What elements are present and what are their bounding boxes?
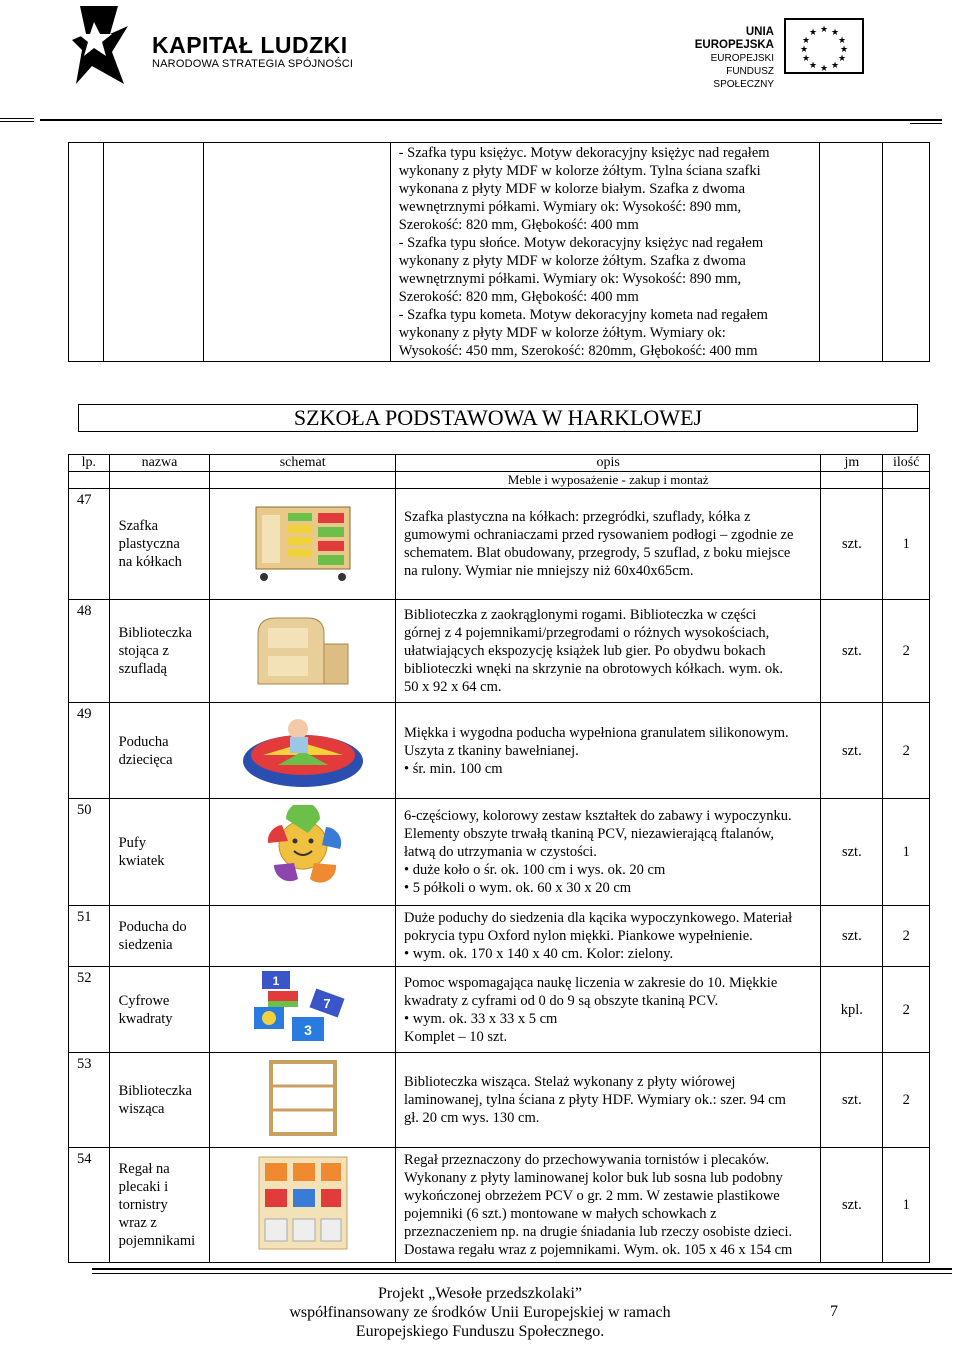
description-line: • wym. ok. 170 x 140 x 40 cm. Kolor: zielony. (404, 946, 674, 962)
item-name-line: dziecięca (118, 751, 173, 768)
item-unit: kpl. (821, 967, 883, 1053)
item-picture (210, 600, 396, 703)
footer-line3: Europejskiego Funduszu Społecznego. (355, 1323, 605, 1340)
description-line: kwadraty z cyframi od 0 do 9 są obszyte tkaniną PCV. (404, 992, 719, 1009)
description-line: 6-częściowy, kolorowy zestaw kształtek do zabawy i wypoczynku. (404, 808, 792, 824)
description-line: gumowymi ochraniaczami przed rysowaniem podłogi – zgodnie ze (404, 527, 794, 543)
footer-line1: Projekt „Wesołe przedszkolaki” (378, 1285, 582, 1302)
continuation-description (390, 143, 820, 362)
equipment-table (68, 454, 930, 1263)
description-line: • duże koło o śr. ok. 100 cm i wys. ok. 20 cm (404, 862, 666, 878)
page-number: 7 (830, 1303, 838, 1320)
svg-text:1: 1 (272, 974, 279, 988)
item-name-line: pojemnikami (118, 1233, 196, 1249)
description-line: Komplet – 10 szt. (404, 1028, 508, 1045)
item-unit: szt. (821, 1148, 883, 1263)
description-line: - Szafka typu słońce. Motyw dekoracyjny księżyc nad regałem (398, 235, 764, 251)
item-description (396, 600, 821, 703)
ue-line2: EUROPEJSKI (710, 53, 774, 64)
svg-text:★: ★ (801, 53, 811, 63)
item-name-line: Poducha (118, 733, 169, 750)
header-rule-left (0, 118, 34, 119)
svg-text:★: ★ (808, 60, 818, 70)
description-line: wewnętrznymi półkami. Wymiary ok: Wysokość: 890 mm, (398, 271, 742, 287)
table-row (69, 906, 930, 967)
item-unit: szt. (821, 1053, 883, 1148)
col-opis: opis (396, 455, 821, 472)
table-row (69, 143, 930, 362)
item-unit: szt. (821, 600, 883, 703)
item-unit: szt. (821, 799, 883, 906)
svg-text:★: ★ (808, 27, 818, 37)
description-line: • 5 półkoli o wym. ok. 60 x 30 x 20 cm (404, 880, 632, 896)
description-line: - Szafka typu księżyc. Motyw dekoracyjny księżyc nad regałem (398, 145, 770, 161)
description-line: biblioteczki wnęki na skrzynie na obrotowych kółkach. wym. ok. (404, 661, 783, 677)
item-name (109, 799, 210, 906)
item-name-line: kwadraty (118, 1010, 173, 1027)
description-line: przeznaczeniem np. na drugie śniadania lub rzeczy osobiste dzieci. (404, 1224, 793, 1240)
item-picture (210, 799, 396, 906)
description-line: pokrycia typu Oxford nylon miękki. Piankowe wypełnienie. (404, 928, 753, 944)
item-name-line: Biblioteczka (118, 625, 192, 641)
description-line: Biblioteczka z zaokrąglonymi rogami. Biblioteczka w części (404, 607, 757, 623)
item-name (109, 967, 210, 1053)
description-line: wykończonej obrzeżem PCV o gr. 2 mm. W zestawie plastikowe (404, 1188, 780, 1204)
item-name-line: plecaki i (118, 1179, 169, 1195)
item-picture (210, 489, 396, 600)
item-number: 50 (69, 799, 110, 906)
item-description (396, 906, 821, 967)
item-name-line: Cyfrowe (118, 992, 170, 1009)
ue-line1: UNIA EUROPEJSKA (694, 26, 774, 51)
eu-flag-icon (784, 18, 864, 74)
item-quantity: 2 (883, 600, 930, 703)
description-line: - Szafka typu kometa. Motyw dekoracyjny kometa nad regałem (398, 307, 768, 323)
table-row (69, 489, 930, 600)
item-name-line: Poducha do (118, 919, 187, 935)
description-line: wykonana z płyty MDF w kolorze białym. Szafka z dwoma (398, 181, 746, 197)
item-quantity: 2 (883, 703, 930, 799)
description-line: Szerokość: 820 mm, Głębokość: 400 mm (398, 217, 639, 233)
table-row (69, 1148, 930, 1263)
item-number: 51 (69, 906, 110, 967)
item-name-line: plastyczna (118, 536, 180, 552)
header-rule-left-2 (0, 121, 34, 122)
description-line: Regał przeznaczony do przechowywania tornistów i plecaków. (404, 1152, 770, 1168)
description-line: laminowanej, tylna ściana z płyty HDF. Wymiary ok.: szer. 94 cm (404, 1092, 786, 1108)
item-name (109, 1053, 210, 1148)
item-number: 48 (69, 600, 110, 703)
item-name-line: na kółkach (118, 554, 182, 570)
description-line: gł. 20 cm wys. 130 cm. (404, 1110, 540, 1126)
description-line: wykonany z płyty MDF w kolorze żółtym. Szafka z dwoma (398, 253, 746, 269)
description-line: Duże poduchy do siedzenia dla kącika wypoczynkowego. Materiał (404, 910, 793, 926)
item-quantity: 2 (883, 1053, 930, 1148)
table-header-row (69, 455, 930, 472)
item-name-line: szufladą (118, 661, 167, 677)
svg-text:★: ★ (837, 53, 847, 63)
table-body (69, 489, 930, 1263)
footer-line2: współfinansowany ze środków Unii Europejskiej w ramach (289, 1304, 671, 1321)
item-number: 53 (69, 1053, 110, 1148)
item-name-line: wraz z (118, 1215, 157, 1231)
kapital-ludzki-subtitle: NARODOWA STRATEGIA SPÓJNOŚCI (152, 58, 354, 70)
table-row (69, 967, 930, 1053)
svg-text:★: ★ (799, 44, 809, 54)
item-name-line: siedzenia (118, 937, 173, 953)
footer (0, 1284, 960, 1341)
svg-text:★: ★ (819, 63, 829, 73)
kapital-ludzki-title: KAPITAŁ LUDZKI (152, 32, 348, 58)
kapital-ludzki-logo-icon (72, 4, 132, 88)
description-line: • śr. min. 100 cm (404, 760, 503, 777)
description-line: Uszyta z tkaniny bawełnianej. (404, 742, 579, 759)
continuation-table (68, 142, 930, 362)
header-rule-right (910, 123, 942, 124)
svg-text:7: 7 (323, 996, 331, 1011)
description-line: Biblioteczka wisząca. Stelaż wykonany z płyty wiórowej (404, 1074, 736, 1090)
item-name (109, 600, 210, 703)
item-name (109, 489, 210, 600)
description-line: Wysokość: 450 mm, Szerokość: 820mm, Głębokość: 400 mm (398, 343, 758, 359)
col-nazwa: nazwa (109, 455, 210, 472)
table-subheader-row (69, 472, 930, 489)
description-line: wykonany z płyty MDF w kolorze żółtym. Wymiary ok: (398, 325, 726, 341)
description-line: wykonany z płyty MDF w kolorze żółtym. Tylna ściana szafki (398, 163, 761, 179)
section-title: SZKOŁA PODSTAWOWA W HARKLOWEJ (78, 404, 918, 432)
item-name-line: stojąca z (118, 643, 169, 659)
item-name (109, 906, 210, 967)
item-description (396, 489, 821, 600)
item-number: 54 (69, 1148, 110, 1263)
description-line: łatwą do utrzymania w czystości. (404, 844, 597, 860)
item-quantity: 1 (883, 489, 930, 600)
description-line: • wym. ok. 33 x 33 x 5 cm (404, 1010, 558, 1027)
item-picture (210, 703, 396, 799)
item-name-line: tornistry (118, 1197, 168, 1213)
subheader: Meble i wyposażenie - zakup i montaż (396, 472, 821, 489)
description-line: Elementy obszyte trwałą tkaniną PCV, niezawierającą ftalanów, (404, 826, 775, 842)
item-description (396, 1053, 821, 1148)
description-line: Szerokość: 820 mm, Głębokość: 400 mm (398, 289, 639, 305)
item-picture (210, 967, 396, 1053)
ue-line3: FUNDUSZ SPOŁECZNY (713, 66, 774, 90)
description-line: 50 x 92 x 64 cm. (404, 679, 502, 695)
svg-text:★: ★ (801, 35, 811, 45)
table-row (69, 799, 930, 906)
item-picture (210, 1148, 396, 1263)
description-line: górnej z 4 pojemnikami/przegrodami o różnych wysokościach, (404, 625, 770, 641)
item-quantity: 1 (883, 1148, 930, 1263)
description-line: pojemniki (6 szt.) montowane w małych schowkach z (404, 1206, 717, 1222)
table-row (69, 703, 930, 799)
description-line: ułatwiających ekspozycję książek lub gier. Po obydwu bokach (404, 643, 766, 659)
ue-label (668, 26, 774, 91)
item-unit: szt. (821, 703, 883, 799)
item-name-line: Regał na (118, 1161, 170, 1177)
footer-rule-2 (92, 1273, 952, 1274)
svg-text:★: ★ (830, 60, 840, 70)
item-quantity: 1 (883, 799, 930, 906)
item-picture (210, 906, 396, 967)
description-line: wewnętrznymi półkami. Wymiary ok: Wysokość: 890 mm, (398, 199, 742, 215)
page-header (0, 0, 960, 120)
item-name-line: Biblioteczka (118, 1083, 192, 1099)
item-name-line: wisząca (118, 1101, 165, 1117)
item-name-line: Szafka (118, 518, 159, 534)
item-name (109, 703, 210, 799)
item-name-line: kwiatek (118, 853, 165, 869)
item-unit: szt. (821, 489, 883, 600)
item-quantity: 2 (883, 967, 930, 1053)
item-name-line: Pufy (118, 835, 147, 851)
description-line: Wykonany z płyty laminowanej kolor buk lub sosna lub podobny (404, 1170, 783, 1186)
svg-text:★: ★ (830, 27, 840, 37)
svg-text:★: ★ (819, 24, 829, 34)
svg-text:★: ★ (837, 35, 847, 45)
description-line: Dostawa regału wraz z pojemnikami. Wym. ok. 105 x 46 x 154 cm (404, 1242, 793, 1258)
col-lp: lp. (69, 455, 110, 472)
item-picture (210, 1053, 396, 1148)
table-row (69, 1053, 930, 1148)
item-number: 49 (69, 703, 110, 799)
item-description (396, 967, 821, 1053)
description-line: Miękka i wygodna poducha wypełniona granulatem silikonowym. (404, 724, 789, 741)
item-number: 47 (69, 489, 110, 600)
col-jm: jm (821, 455, 883, 472)
item-description (396, 799, 821, 906)
table-row (69, 600, 930, 703)
svg-text:3: 3 (303, 1022, 312, 1038)
item-description (396, 703, 821, 799)
description-line: Szafka plastyczna na kółkach: przegródki, szuflady, kółka z (404, 509, 751, 525)
item-description (396, 1148, 821, 1263)
item-number: 52 (69, 967, 110, 1053)
description-line: Pomoc wspomagająca naukę liczenia w zakresie do 10. Miękkie (404, 974, 778, 991)
description-line: na rulony. Wymiar nie mniejszy niż 60x40x65cm. (404, 563, 694, 579)
description-line: schematem. Blat obudowany, przegrody, 5 szuflad, z boku miejsce (404, 545, 791, 561)
item-name (109, 1148, 210, 1263)
item-unit: szt. (821, 906, 883, 967)
item-quantity: 2 (883, 906, 930, 967)
svg-text:★: ★ (839, 44, 849, 54)
col-ilosc: ilość (883, 455, 930, 472)
header-rule (40, 119, 942, 121)
col-schemat: schemat (210, 455, 396, 472)
footer-rule (92, 1268, 952, 1270)
